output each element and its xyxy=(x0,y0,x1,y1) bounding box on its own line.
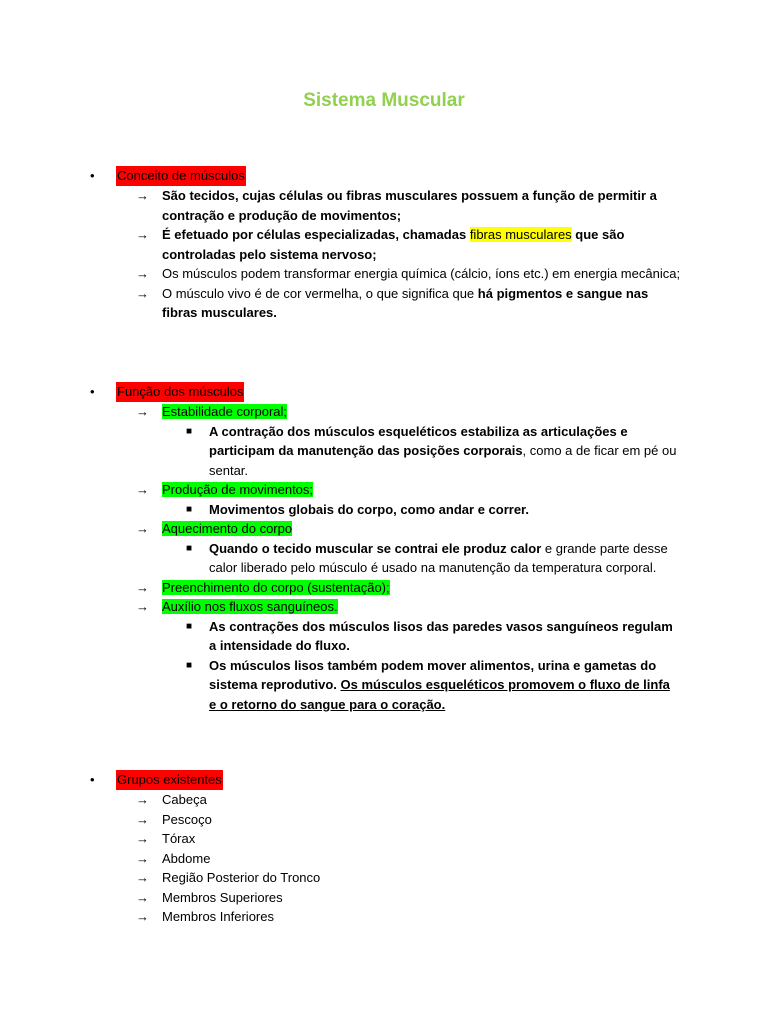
arrow-icon: → xyxy=(136,831,149,846)
section-heading: Função dos músculos xyxy=(116,382,244,402)
list-item xyxy=(90,829,682,849)
function-label: Produção de movimentos; xyxy=(162,482,314,497)
arrow-icon: → xyxy=(136,579,149,595)
bullet-icon: • xyxy=(90,772,95,787)
arrow-icon: → xyxy=(136,792,149,807)
function-label: Estabilidade corporal; xyxy=(162,404,288,419)
sub-item xyxy=(90,539,679,578)
item-text: São tecidos, cujas células ou fibras musculares possuem a função de permitir a contração e produção de movimentos; xyxy=(162,188,657,223)
list-item xyxy=(90,907,682,927)
function-label: Auxílio nos fluxos sanguíneos. xyxy=(162,599,338,614)
list-item xyxy=(90,597,682,617)
underlined-text: Os músculos esqueléticos promovem o fluxo de linfa e o retorno do sangue para o coração. xyxy=(209,677,670,712)
arrow-icon: → xyxy=(136,188,149,203)
item-text: Cabeça xyxy=(162,792,207,807)
arrow-icon: → xyxy=(136,482,149,497)
bold-text: A contração dos músculos esqueléticos estabiliza as articulações e participam da manutenção das posições corporais xyxy=(209,423,628,458)
list-item xyxy=(90,225,682,264)
section-heading: Conceito de músculos xyxy=(116,166,246,186)
item-text: Abdome xyxy=(162,850,211,866)
square-bullet-icon: ■ xyxy=(186,503,193,515)
square-bullet-icon: ■ xyxy=(186,620,193,632)
list-item xyxy=(90,868,682,888)
item-text: Membros Superiores xyxy=(162,889,283,905)
item-text: Movimentos globais do corpo, como andar e correr. xyxy=(209,501,530,517)
square-bullet-icon: ■ xyxy=(186,659,193,671)
section-1-list xyxy=(90,186,710,323)
function-label: Preenchimento do corpo (sustentação); xyxy=(162,579,390,595)
square-bullet-icon: ■ xyxy=(186,542,193,554)
arrow-icon: → xyxy=(136,285,149,301)
list-item xyxy=(90,849,682,869)
sub-item xyxy=(90,422,679,481)
list-item xyxy=(90,519,682,539)
function-label: Aquecimento do corpo xyxy=(162,521,293,536)
item-text: que são controladas pelo sistema nervoso; xyxy=(162,227,625,262)
arrow-icon: → xyxy=(136,889,149,905)
arrow-icon: → xyxy=(136,521,149,536)
item-text: Membros Inferiores xyxy=(162,909,274,924)
list-item xyxy=(90,402,682,422)
item-text: O músculo vivo é de cor vermelha, o que significa que xyxy=(162,285,478,301)
section-heading: Grupos existentes xyxy=(116,770,223,790)
bold-text: Os músculos lisos também podem mover alimentos, urina e gametas do sistema reprodutivo. xyxy=(209,657,657,692)
item-text: , como a de ficar em pé ou sentar. xyxy=(209,443,677,478)
bullet-icon: • xyxy=(90,168,95,183)
list-item xyxy=(90,578,682,598)
bullet-icon: • xyxy=(90,384,95,399)
page-title: Sistema Muscular xyxy=(303,90,465,111)
item-text: Tórax xyxy=(162,831,196,846)
arrow-icon: → xyxy=(136,227,149,242)
section-2-list xyxy=(90,402,710,714)
list-item xyxy=(90,284,682,323)
item-text: É efetuado por células especializadas, chamadas xyxy=(162,227,470,242)
arrow-icon: → xyxy=(136,850,149,866)
item-text: e grande parte desse calor liberado pelo músculo é usado na manutenção da temperatura corporal. xyxy=(209,540,668,575)
item-text: As contrações dos músculos lisos das paredes vasos sanguíneos regulam a intensidade do fluxo. xyxy=(209,618,673,653)
square-bullet-icon: ■ xyxy=(186,425,193,437)
item-text: Região Posterior do Tronco xyxy=(162,870,321,885)
sub-item xyxy=(90,617,679,656)
arrow-icon: → xyxy=(136,811,149,827)
list-item xyxy=(90,810,682,830)
list-item xyxy=(90,186,682,225)
list-item xyxy=(90,480,682,500)
arrow-icon: → xyxy=(136,599,149,614)
list-item xyxy=(90,264,682,284)
sub-item xyxy=(90,500,679,520)
item-text: Os músculos podem transformar energia química (cálcio, íons etc.) em energia mecânica; xyxy=(162,266,681,281)
highlighted-term: fibras musculares xyxy=(469,227,572,242)
item-text: Pescoço xyxy=(162,811,212,827)
list-item xyxy=(90,888,682,908)
arrow-icon: → xyxy=(136,404,149,419)
bold-text: Quando o tecido muscular se contrai ele produz calor xyxy=(209,540,542,556)
arrow-icon: → xyxy=(136,909,149,924)
section-3-list xyxy=(90,790,710,927)
sub-item xyxy=(90,656,679,715)
list-item xyxy=(90,790,682,810)
bold-text: há pigmentos e sangue nas fibras musculares. xyxy=(162,285,649,320)
arrow-icon: → xyxy=(136,870,149,885)
arrow-icon: → xyxy=(136,266,149,281)
